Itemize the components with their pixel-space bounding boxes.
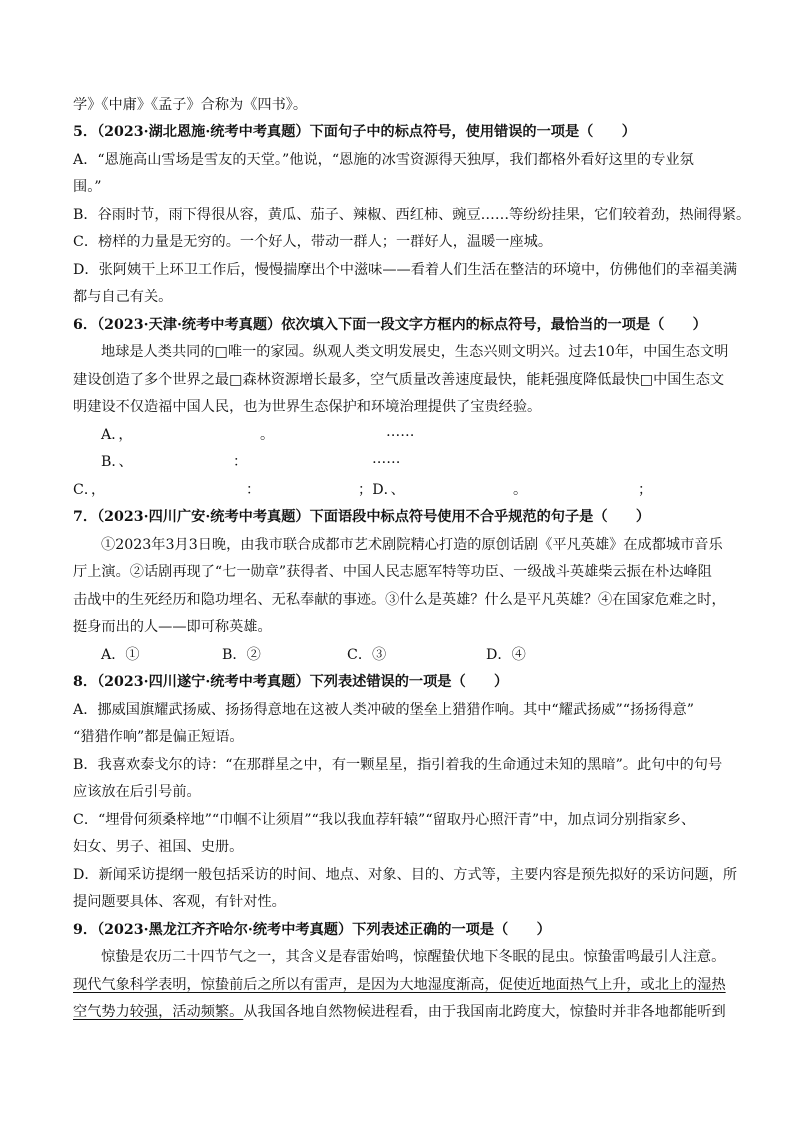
q7-option-b: B．② [222, 647, 261, 663]
q6-passage-line3: 明建设不仅造福中国人民，也为世界生态保护和环境治理提供了宝贵经验。 [73, 399, 542, 415]
q6-option-a-mark2: 。 [260, 427, 275, 443]
q5-option-a-line2: 围。” [73, 179, 102, 195]
q8-option-c-line1: C．“埋骨何须桑梓地”“巾帼不让须眉”“我以我血荐轩辕”“留取丹心照汗青”中，加点词分别指家乡、 [73, 812, 696, 828]
q7-passage-line2: 厅上演。②话剧再现了“七一勋章”获得者、中国人民志愿军特等功臣、一级战斗英雄柴云振在朴达峰阻 [73, 564, 712, 580]
q6-option-c-mark2: ： [246, 482, 261, 498]
question-7-header: 7．（2023·四川广安·统考中考真题）下面语段中标点符号使用不合乎规范的句子是（ ） [73, 509, 651, 525]
q6-option-c-label: C．， [73, 482, 106, 498]
text-line: 学》《中庸》《孟子》合称为《四书》。 [73, 97, 308, 113]
q6-option-a-label: A．， [101, 427, 133, 443]
q9-passage-line2-underlined: 现代气象科学表明，惊蛰前后之所以有雷声，是因为大地湿度渐高，促使近地面热气上升，或北上的湿热 [73, 977, 726, 993]
q8-option-a-line2: “猎猎作响”都是偏正短语。 [73, 729, 244, 745]
q7-option-d: D．④ [486, 647, 526, 663]
q6-passage-line2: 建设创造了多个世界之最□森林资源增长最多，空气质量改善速度最快，能耗强度降低最快□中国生态文 [73, 372, 725, 388]
q6-option-a-mark3: …… [386, 424, 415, 440]
q5-option-b: B．谷雨时节，雨下得很从容，黄瓜、茄子、辣椒、西红柿、豌豆……等纷纷挂果，它们较着劲，热闹得紧。 [73, 207, 751, 223]
q8-option-d-line1: D．新闻采访提纲一般包括采访的时间、地点、对象、目的、方式等，主要内容是预先拟好的采访问题，所 [73, 867, 738, 883]
q7-option-a: A．① [101, 647, 140, 663]
q8-option-b-line2: 应该放在后引号前。 [73, 784, 201, 800]
q8-option-d-line2: 提问题要具体、客观，有针对性。 [73, 894, 286, 910]
q5-option-a-line1: A．“恩施高山雪场是雪友的天堂。”他说，“恩施的冰雪资源得天独厚，我们都格外看好这里的专业氛 [73, 152, 694, 168]
q7-passage-line4: 挺身而出的人——即可称英雄。 [73, 619, 272, 635]
q6-option-b-mark3: …… [372, 451, 401, 467]
q6-option-b-mark2: ： [233, 454, 248, 470]
q8-option-b-line1: B．我喜欢泰戈尔的诗：“在那群星之中，有一颗星星，指引着我的生命通过未知的黑暗”。此句中的句号 [73, 757, 723, 773]
q7-passage-line1: ①2023年3月3日晚，由我市联合成都市艺术剧院精心打造的原创话剧《平凡英雄》在成都城市音乐 [101, 537, 723, 553]
q8-option-c-line2: 妇女、男子、祖国、史册。 [73, 839, 244, 855]
question-6-header: 6．（2023·天津·统考中考真题）依次填入下面一段文字方框内的标点符号，最恰当的一项是（ ） [73, 317, 707, 333]
q6-option-d-mark2: 。 [513, 482, 528, 498]
q5-option-d-line2: 都与自己有关。 [73, 289, 173, 305]
q9-plain-segment: 从我国各地自然物候进程看，由于我国南北跨度大，惊蛰时并非各地都能听到 [243, 1004, 726, 1020]
question-5-header: 5．（2023·湖北恩施·统考中考真题）下面句子中的标点符号，使用错误的一项是（ ） [73, 124, 636, 140]
q5-option-d-line1: D．张阿姨干上环卫工作后，慢慢揣摩出个中滋味——看着人们生活在整洁的环境中，仿佛他们的幸福美满 [73, 262, 738, 278]
question-8-header: 8．（2023·四川遂宁·统考中考真题）下列表述错误的一项是（ ） [73, 674, 509, 690]
q6-passage-line1: 地球是人类共同的□唯一的家园。纵观人类文明发展史，生态兴则文明兴。过去10年，中国生态文明 [101, 344, 729, 360]
q5-option-c: C．榜样的力量是无穷的。一个好人，带动一群人；一群好人，温暖一座城。 [73, 234, 553, 250]
q6-option-d-label: ；D．、 [358, 482, 405, 498]
q9-passage-line3 [73, 1003, 733, 1021]
q7-passage-line3: 击战中的生死经历和隐功埋名、无私奉献的事迹。③什么是英雄？什么是平凡英雄？④在国家危难之时， [73, 592, 726, 608]
q6-option-b-label: B．、 [101, 454, 133, 470]
q9-underlined-segment: 空气势力较强，活动频繁。 [73, 1004, 244, 1020]
q6-option-d-mark3: ； [638, 482, 653, 498]
q7-option-c: C．③ [347, 647, 387, 663]
q8-option-a-line1: A．挪威国旗耀武扬威、扬扬得意地在这被人类冲破的堡垒上猎猎作响。其中“耀武扬威”“扬扬得意” [73, 702, 694, 718]
q9-passage-line1: 惊蛰是农历二十四节气之一，其含义是春雷始鸣，惊醒蛰伏地下冬眠的昆虫。惊蛰雷鸣最引人注意。 [101, 949, 726, 965]
question-9-header: 9．（2023·黑龙江齐齐哈尔·统考中考真题）下列表述正确的一项是（ ） [73, 922, 551, 938]
